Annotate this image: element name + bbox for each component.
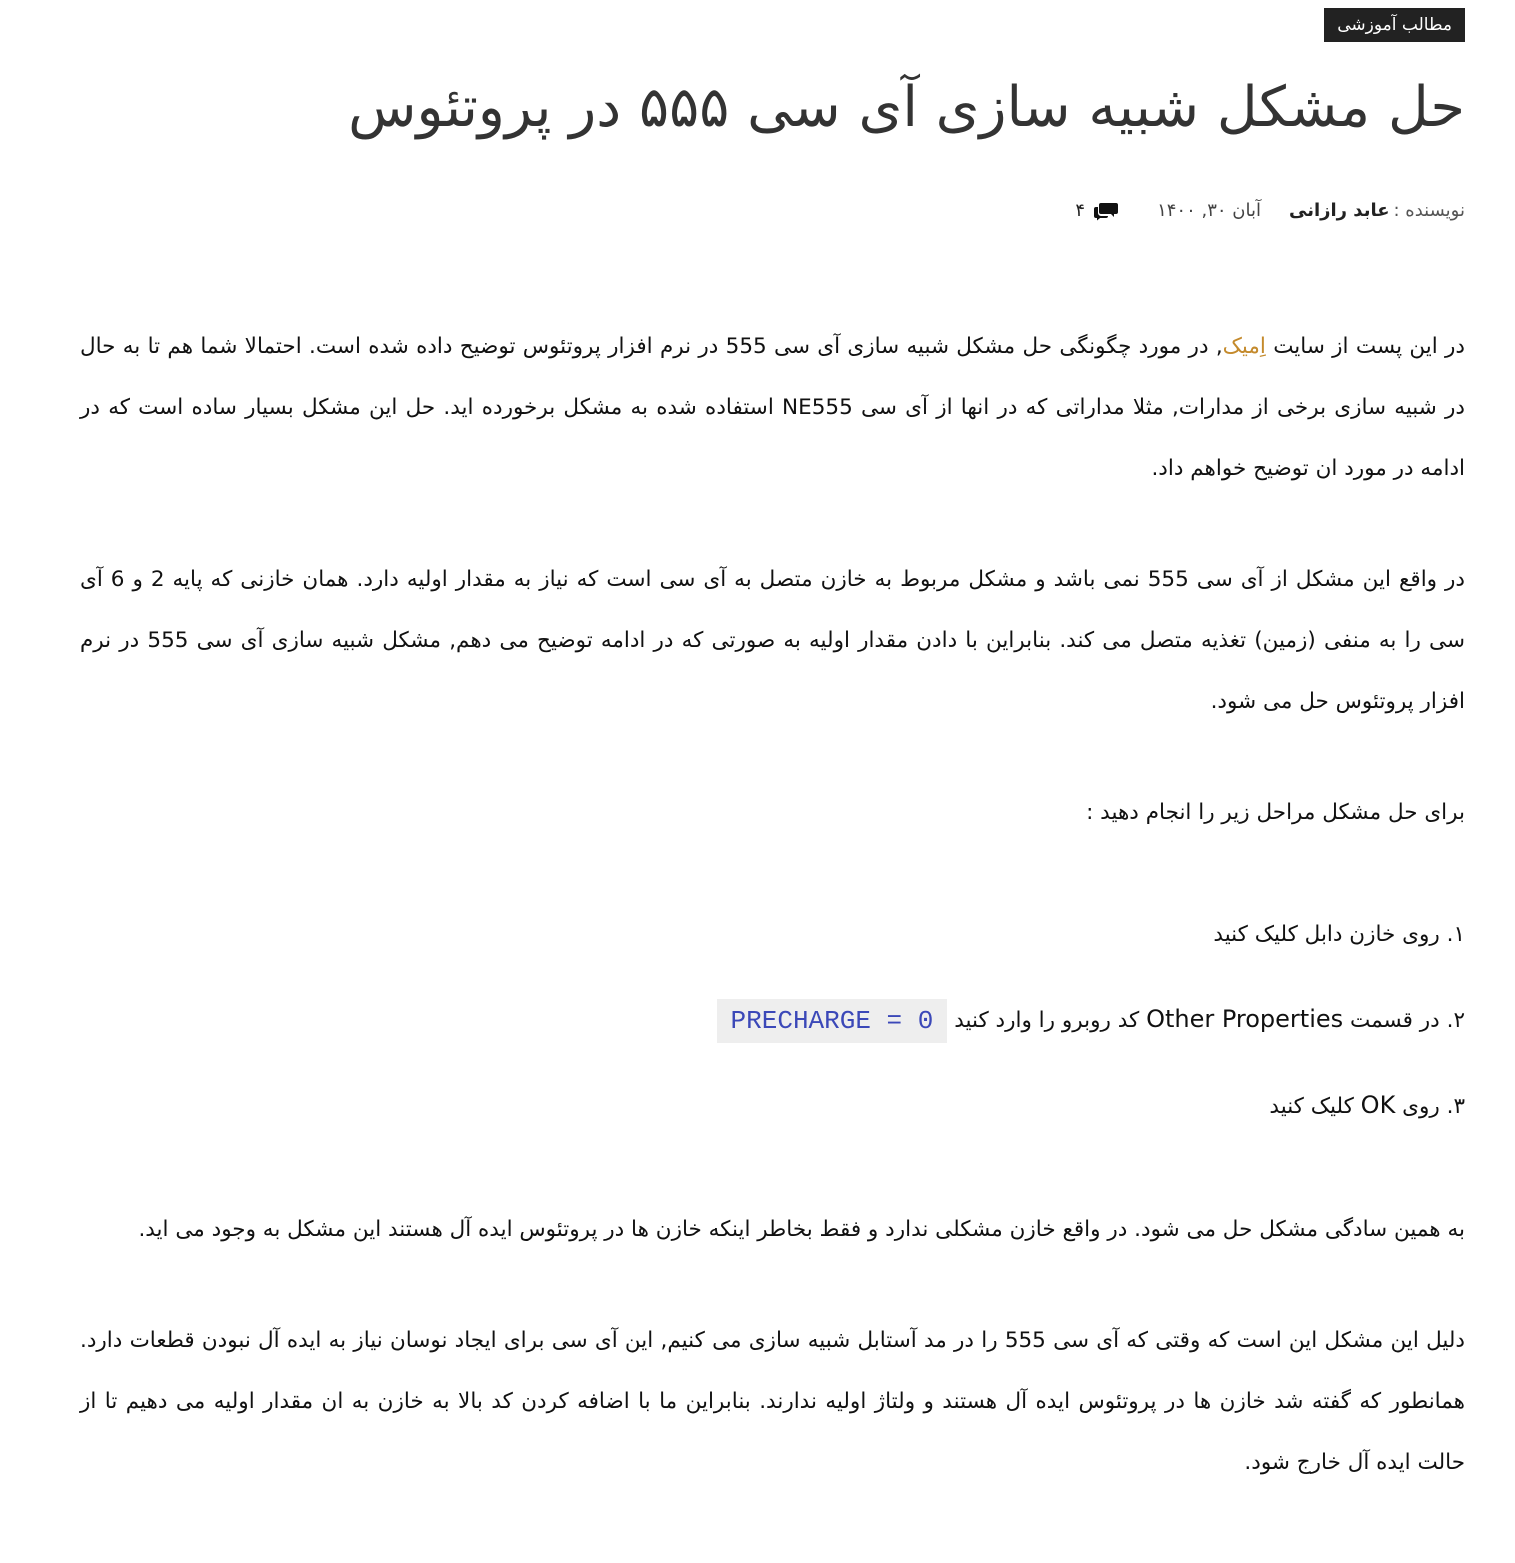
step-text-after: کد روبرو را وارد کنید [947,1008,1147,1033]
step-latin-term: OK [1360,1091,1396,1119]
author-link[interactable]: عابد رازانی [1289,200,1390,221]
step-text: روی خازن دابل کلیک کنید [1213,922,1440,947]
list-item [80,1063,1465,1149]
step-text-before: روی [1395,1094,1440,1119]
comment-count: ۴ [1075,200,1086,221]
paragraph-reason: دلیل این مشکل این است که وقتی که آی سی 555 را در مد آستابل شبیه سازی می کنیم, این آی سی برای ایجاد نوسان نیاز به ایده آل نبودن قطعات دارد. همانطور که گفته شد خازن ها در پروتئوس ایده آل هستند و ولتاژ اولیه ندارند. بنابراین ما با اضافه کردن کد بالا به خازن به ان مقدار اولیه می دهیم تا از حالت ایده آل خارج شود. [80,1328,1465,1475]
intro-text-before-link: در این پست از سایت [1265,334,1465,359]
post-date: آبان ۳۰, ۱۴۰۰ [1157,200,1261,221]
step-number: ۲. [1446,1008,1465,1033]
step-text-after: کلیک کنید [1269,1094,1361,1119]
post-title: حل مشکل شبیه سازی آی سی ۵۵۵ در پروتئوس [348,75,1465,140]
post-meta [1075,196,1465,226]
intro-text-after-link: , در مورد چگونگی حل مشکل شبیه سازی آی سی 555 در نرم افزار پروتئوس توضیح داده شده است. احتمالا شما هم تا به حال در شبیه سازی برخی از مدارات, مثلا مداراتی که در انها از آی سی NE555 استفاده شده به مشکل برخورده اید. حل این مشکل بسیار ساده است که در ادامه در مورد ان توضیح خواهم داد. [80,334,1465,481]
step-number: ۳. [1446,1094,1465,1119]
list-item [80,977,1465,1063]
code-snippet: PRECHARGE = 0 [717,999,948,1043]
steps-list [80,893,1465,1149]
author-prefix: نویسنده : [1393,200,1465,221]
category-badge[interactable]: مطالب آموزشی [1324,8,1465,42]
comments-link[interactable] [1075,196,1119,226]
comments-icon [1093,201,1119,221]
list-item [80,893,1465,977]
paragraph-intro [80,316,1465,499]
paragraph-explanation: در واقع این مشکل از آی سی 555 نمی باشد و مشکل مربوط به خازن متصل به آی سی است که نیاز به مقدار اولیه دارد. همان خازنی که پایه 2 و 6 آی سی را به منفی (زمین) تغذیه متصل می کند. بنابراین با دادن مقدار اولیه به صورتی که در ادامه توضیح می دهم, مشکل شبیه سازی آی سی 555 در نرم افزار پروتئوس حل می شود. [80,567,1465,714]
paragraph-steps-intro: برای حل مشکل مراحل زیر را انجام دهید : [1086,800,1465,825]
step-number: ۱. [1446,922,1465,947]
emic-site-link[interactable]: اِمیک [1222,334,1266,359]
post-content [80,316,1465,1543]
step-text-before: در قسمت [1343,1008,1440,1033]
paragraph-conclusion: به همین سادگی مشکل حل می شود. در واقع خازن مشکلی ندارد و فقط بخاطر اینکه خازن ها در پروتئوس ایده آل هستند این مشکل به وجود می اید. [138,1217,1465,1242]
step-latin-term: Other Properties [1146,1005,1344,1033]
